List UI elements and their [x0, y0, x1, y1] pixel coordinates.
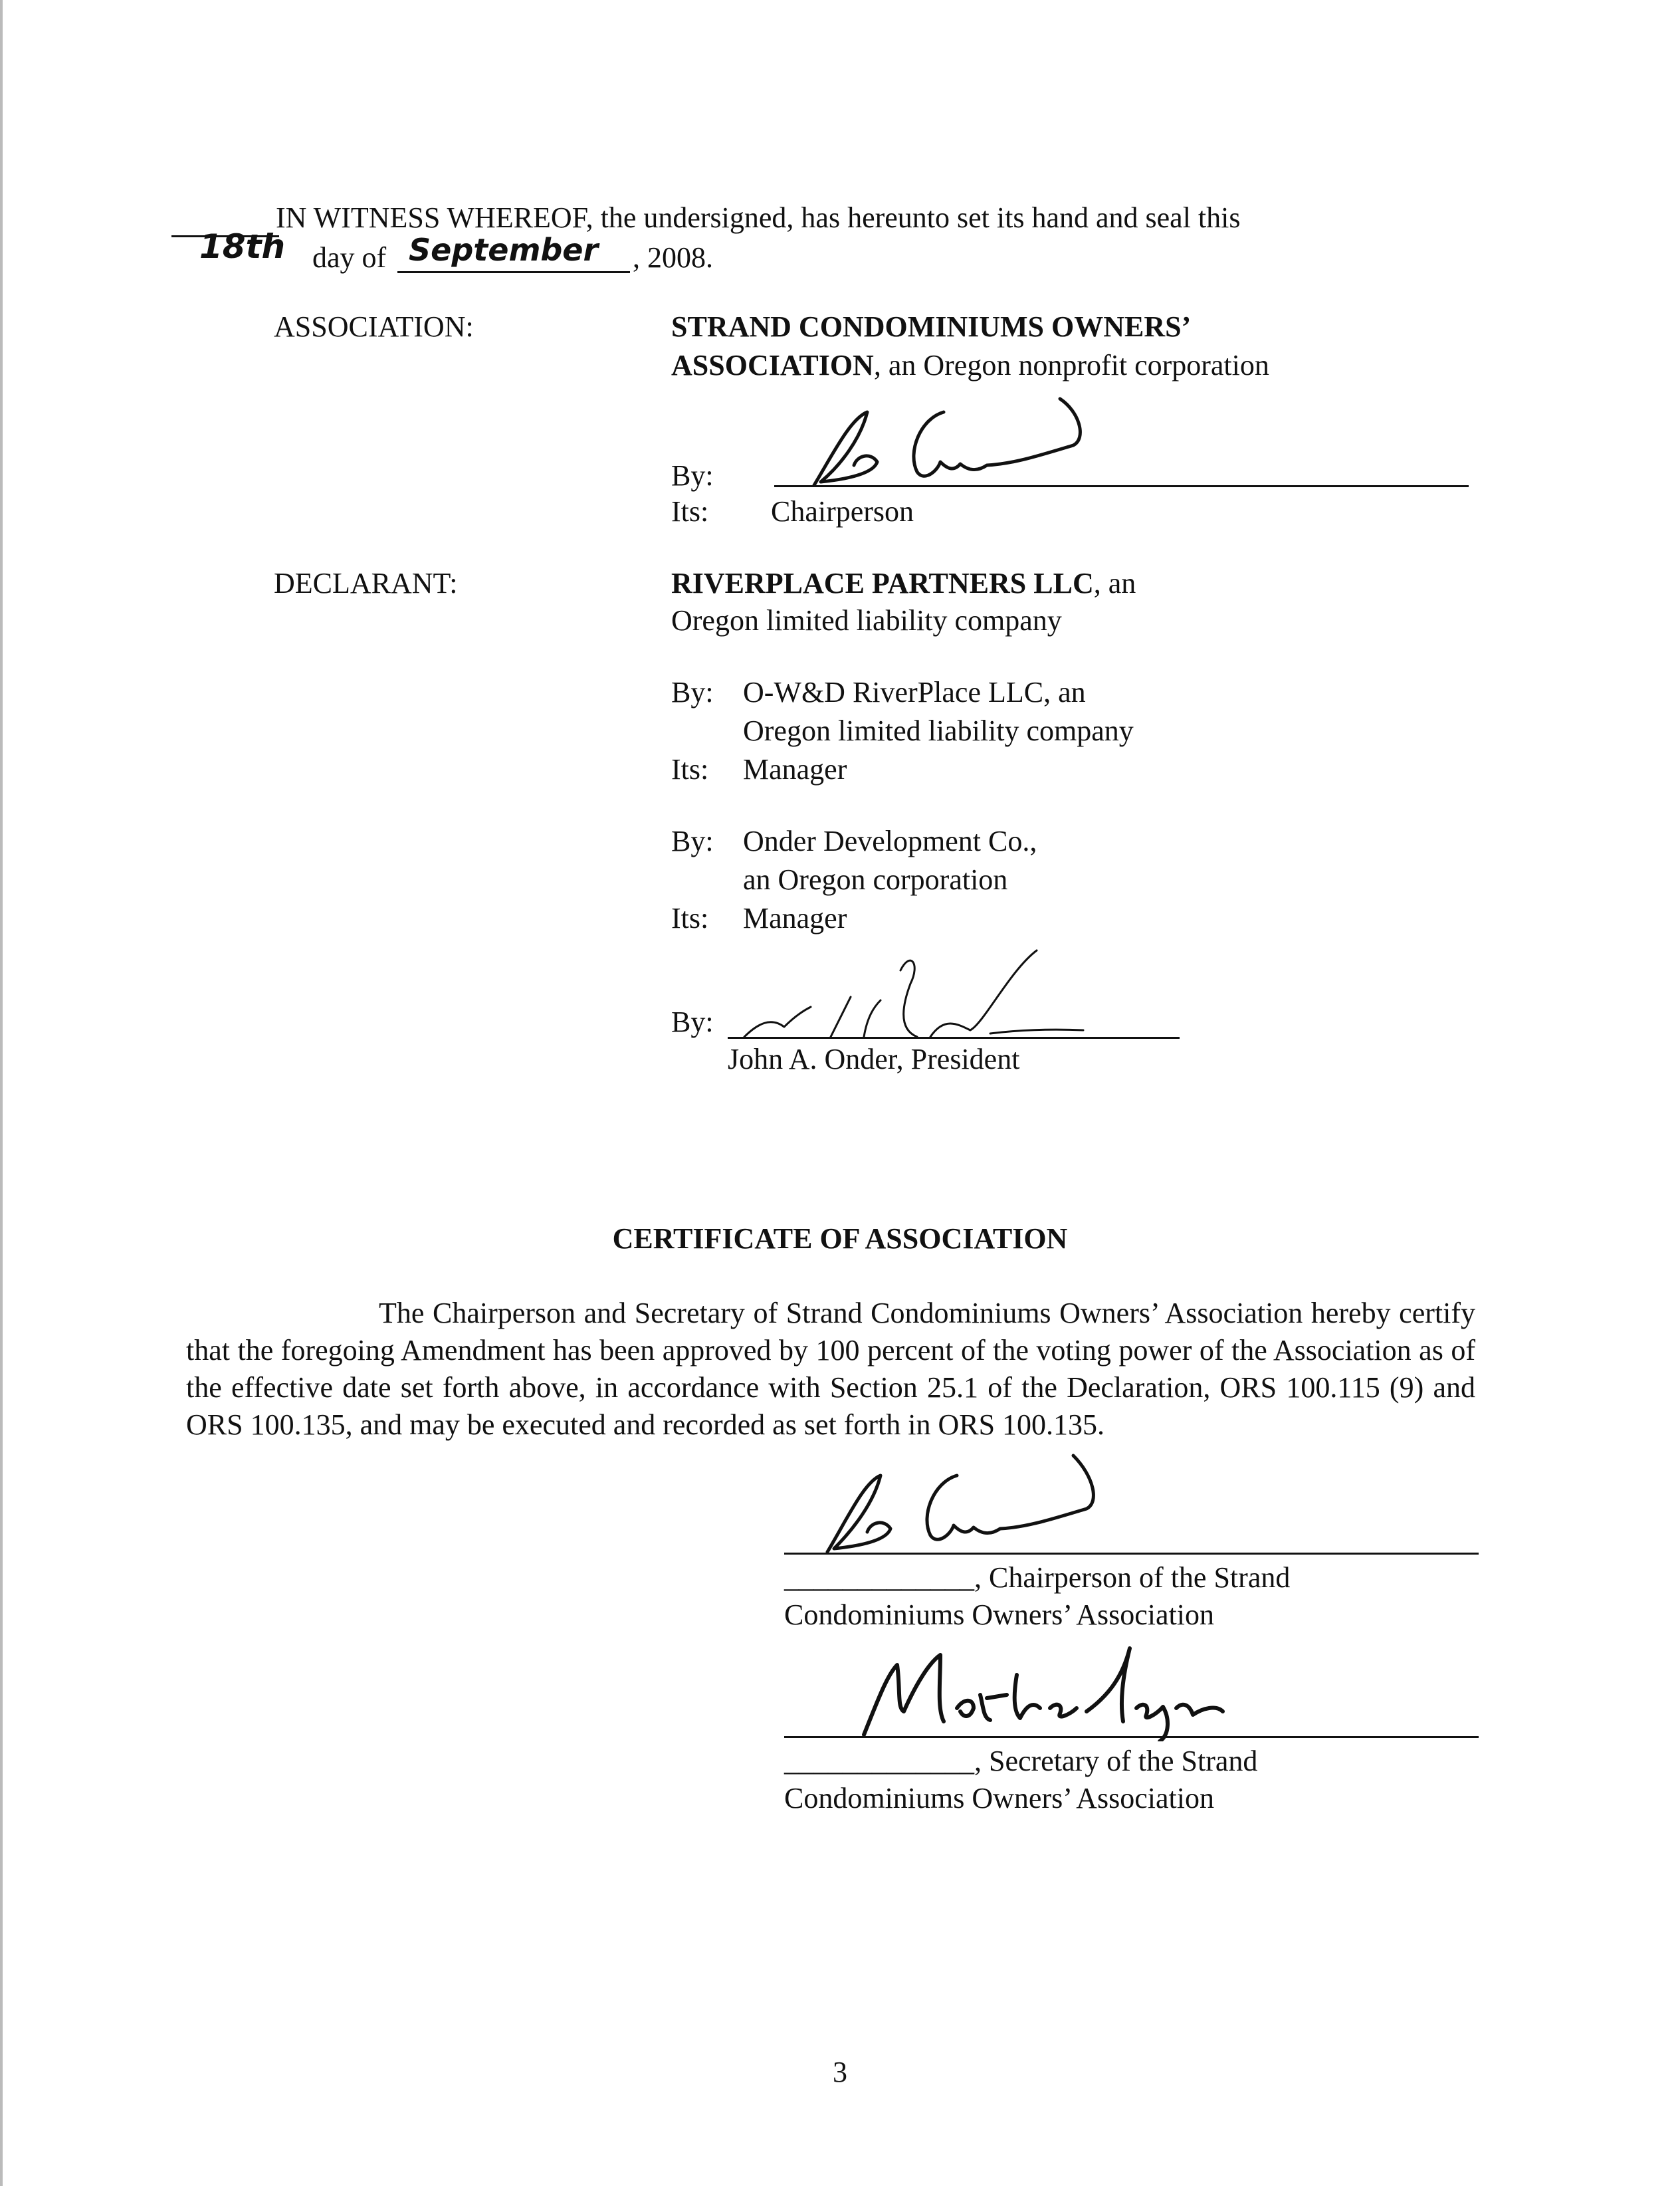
certificate-title: CERTIFICATE OF ASSOCIATION [612, 1222, 1068, 1255]
handwritten-month: September [409, 232, 599, 268]
president-name: John A. Onder, President [728, 1043, 1020, 1075]
association-name-line2 [671, 347, 1269, 383]
declarant-by1-label: By: [671, 676, 714, 709]
secretary-cert-line2: Condominiums Owners’ Association [784, 1782, 1214, 1814]
secretary-name-blank: _____________ [784, 1745, 974, 1777]
secretary-cert-line1 [784, 1743, 1257, 1779]
scan-edge [0, 0, 3, 2186]
declarant-by1-line2: Oregon limited liability company [743, 714, 1134, 747]
declarant-name-rest: , an [1093, 567, 1136, 600]
chairperson-title-text: , Chairperson of the Strand [974, 1561, 1291, 1594]
association-label: ASSOCIATION: [274, 310, 474, 343]
secretary-signature [857, 1635, 1229, 1741]
association-its-value: Chairperson [771, 495, 914, 528]
association-name-line1: STRAND CONDOMINIUMS OWNERS’ [671, 310, 1192, 343]
association-by-label: By: [671, 459, 714, 492]
declarant-its1-label: Its: [671, 753, 709, 786]
association-its-label: Its: [671, 495, 709, 528]
declarant-by2-line2: an Oregon corporation [743, 863, 1008, 896]
day-of-label: day of [312, 241, 387, 274]
declarant-by2-label: By: [671, 825, 714, 857]
certificate-body: The Chairperson and Secretary of Strand Condominiums Owners’ Association hereby certify that the foregoing Amendment has been approved by 100 percent of the voting power of the Association as of the effective date set forth above, in accordance with Section 25.1 of the Declaration, ORS 100.115 (9) and ORS 100.135, and may be executed and recorded as set forth in ORS 100.135. [186, 1297, 1475, 1441]
declarant-name-line1 [671, 565, 1136, 601]
chairperson-signature-2 [807, 1452, 1153, 1559]
month-blank-line [397, 271, 630, 273]
declarant-its2-label: Its: [671, 902, 709, 934]
declarant-its2-value: Manager [743, 902, 847, 934]
declarant-by3-label: By: [671, 1006, 714, 1038]
chairperson-cert-signature-line [784, 1553, 1479, 1555]
year-text: , 2008. [633, 241, 713, 274]
chairperson-name-blank: _____________ [784, 1561, 974, 1594]
handwritten-day: 18th [199, 227, 286, 266]
declarant-label: DECLARANT: [274, 567, 458, 600]
declarant-by1-line1: O-W&D RiverPlace LLC, an [743, 676, 1086, 709]
declarant-its1-value: Manager [743, 753, 847, 786]
declarant-by2-line1: Onder Development Co., [743, 825, 1037, 857]
witness-statement: IN WITNESS WHEREOF, the undersigned, has hereunto set its hand and seal this [276, 201, 1241, 234]
secretary-signature-line [784, 1736, 1479, 1738]
chairperson-cert-line2: Condominiums Owners’ Association [784, 1598, 1214, 1631]
declarant-name-bold: RIVERPLACE PARTNERS LLC [671, 567, 1094, 600]
chairperson-cert-line1 [784, 1559, 1290, 1596]
association-name-bold: ASSOCIATION [671, 349, 874, 382]
chairperson-signature-1 [794, 392, 1140, 492]
secretary-title-text: , Secretary of the Strand [974, 1745, 1258, 1777]
president-signature [731, 944, 1103, 1050]
page-number: 3 [833, 2056, 847, 2088]
declarant-name-line2: Oregon limited liability company [671, 604, 1062, 637]
association-name-rest: , an Oregon nonprofit corporation [873, 349, 1269, 382]
